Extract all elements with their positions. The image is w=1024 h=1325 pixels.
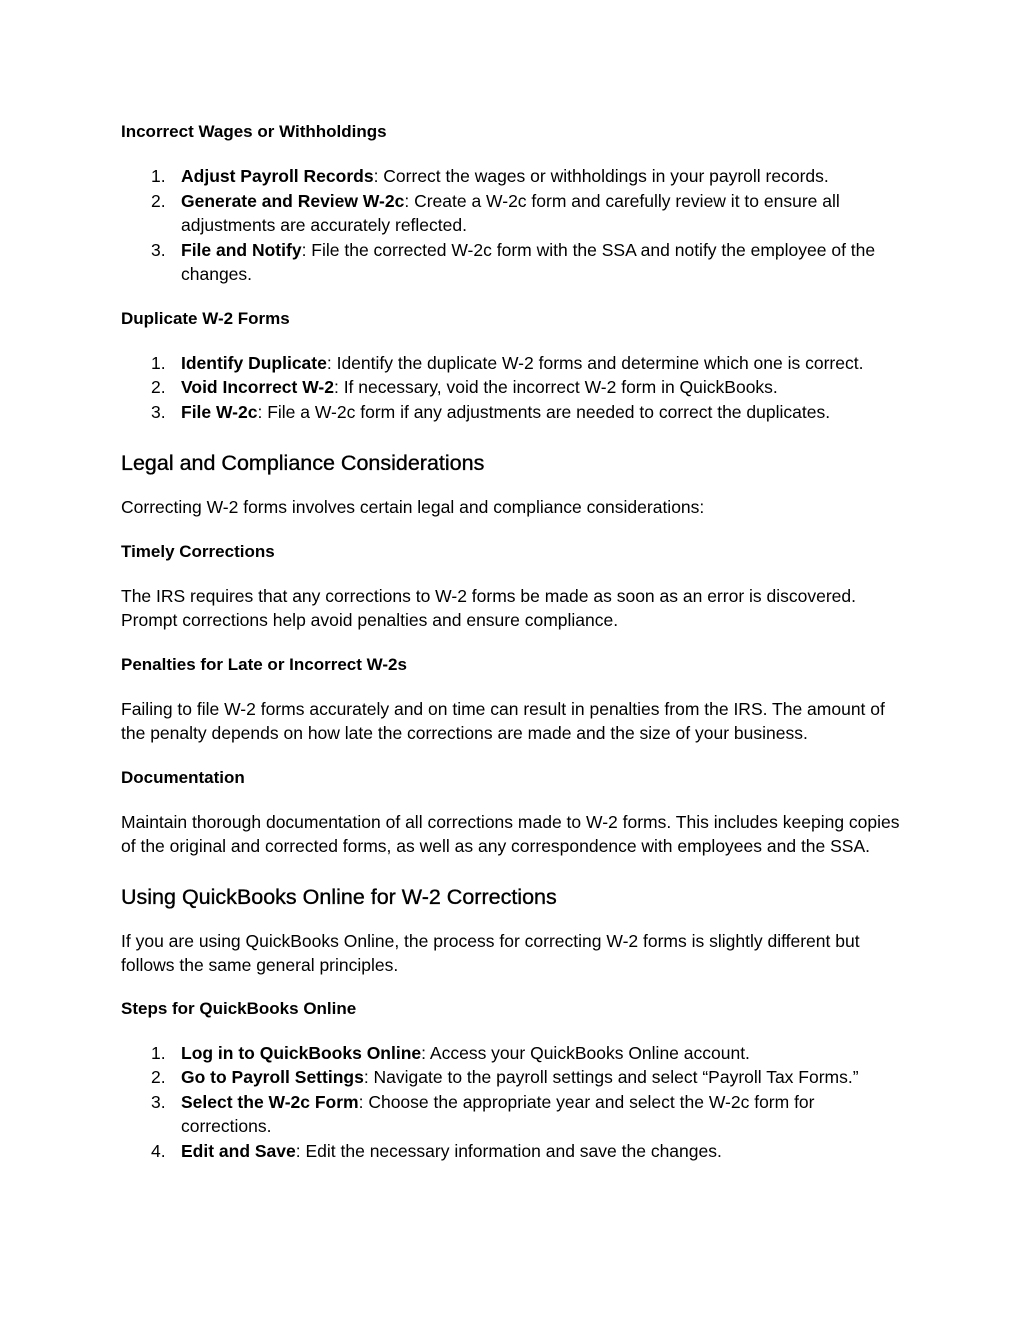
list-item-text: : Create a W-2c form and carefully review it to ensure all adjustments are accurately reflected. [181, 190, 840, 235]
list-number: 2. [151, 1067, 166, 1087]
qbo-heading: Using QuickBooks Online for W-2 Corrections [121, 884, 557, 909]
list-item-text: : Navigate to the payroll settings and select “Payroll Tax Forms.” [363, 1067, 859, 1087]
qbo-steps-list [121, 1041, 906, 1164]
list-item [121, 1041, 906, 1066]
list-item-title: Adjust Payroll Records [181, 166, 374, 186]
list-item-title: Select the W-2c Form [181, 1091, 359, 1112]
list-item-title: File and Notify [181, 239, 302, 260]
list-number: 2. [151, 190, 166, 211]
list-item [121, 375, 906, 400]
list-item-text: : If necessary, void the incorrect W-2 form in QuickBooks. [333, 377, 778, 397]
penalties-text: Failing to file W-2 forms accurately and on time can result in penalties from the IRS. The amount of the penalty depends on how late the corrections are made and the size of your business. [121, 698, 885, 743]
list-item [121, 164, 906, 189]
incorrect-wages-heading: Incorrect Wages or Withholdings [121, 122, 387, 141]
list-item-title: Identify Duplicate [181, 352, 327, 373]
qbo-intro-text: If you are using QuickBooks Online, the process for correcting W-2 forms is slightly different but follows the same general principles. [121, 930, 860, 975]
duplicate-forms-heading: Duplicate W-2 Forms [121, 308, 290, 328]
list-item-text: : Identify the duplicate W-2 forms and determine which one is correct. [326, 352, 864, 373]
list-item [121, 1139, 906, 1164]
list-item-title: Edit and Save [181, 1140, 296, 1161]
documentation-text: Maintain thorough documentation of all corrections made to W-2 forms. This includes keeping copies of the original and corrected forms, as well as any correspondence with employees and the SSA. [121, 811, 900, 856]
list-item-title: Log in to QuickBooks Online [181, 1042, 422, 1063]
legal-compliance-heading: Legal and Compliance Considerations [121, 451, 485, 475]
list-number: 3. [151, 239, 166, 260]
list-item [121, 1065, 906, 1090]
list-item-title: Generate and Review W-2c [181, 190, 405, 211]
list-item-text: : Access your QuickBooks Online account. [421, 1042, 750, 1063]
timely-corrections-heading: Timely Corrections [121, 541, 275, 561]
list-item [121, 351, 906, 376]
qbo-steps-heading: Steps for QuickBooks Online [121, 998, 357, 1018]
timely-corrections-text: The IRS requires that any corrections to W-2 forms be made as soon as an error is discovered. Prompt corrections help avoid penalties and ensure compliance. [121, 585, 856, 630]
list-number: 1. [151, 1042, 166, 1063]
penalties-heading: Penalties for Late or Incorrect W-2s [121, 654, 407, 674]
list-item-title: Void Incorrect W-2 [181, 377, 334, 397]
list-item-title: File W-2c [181, 401, 258, 422]
list-number: 1. [151, 166, 166, 186]
list-item-text: : File the corrected W-2c form with the SSA and notify the employee of the changes. [181, 239, 876, 284]
list-item-text: : Edit the necessary information and save the changes. [295, 1140, 722, 1161]
list-item [121, 1090, 906, 1139]
list-number: 3. [151, 401, 166, 422]
list-item-title: Go to Payroll Settings [181, 1067, 364, 1087]
list-item-text: : File a W-2c form if any adjustments are needed to correct the duplicates. [257, 401, 831, 422]
list-item-text: : Choose the appropriate year and select the W-2c form for corrections. [181, 1091, 815, 1136]
list-number: 3. [151, 1091, 166, 1112]
list-number: 1. [151, 352, 166, 373]
list-item [121, 189, 906, 238]
list-item-text: : Correct the wages or withholdings in your payroll records. [373, 166, 829, 186]
list-number: 4. [151, 1140, 166, 1161]
list-item [121, 400, 906, 425]
documentation-heading: Documentation [121, 767, 245, 787]
legal-intro-text: Correcting W-2 forms involves certain legal and compliance considerations: [121, 497, 705, 517]
list-item [121, 238, 906, 287]
list-number: 2. [151, 377, 166, 397]
duplicate-forms-list [121, 351, 906, 425]
incorrect-wages-list [121, 164, 906, 287]
